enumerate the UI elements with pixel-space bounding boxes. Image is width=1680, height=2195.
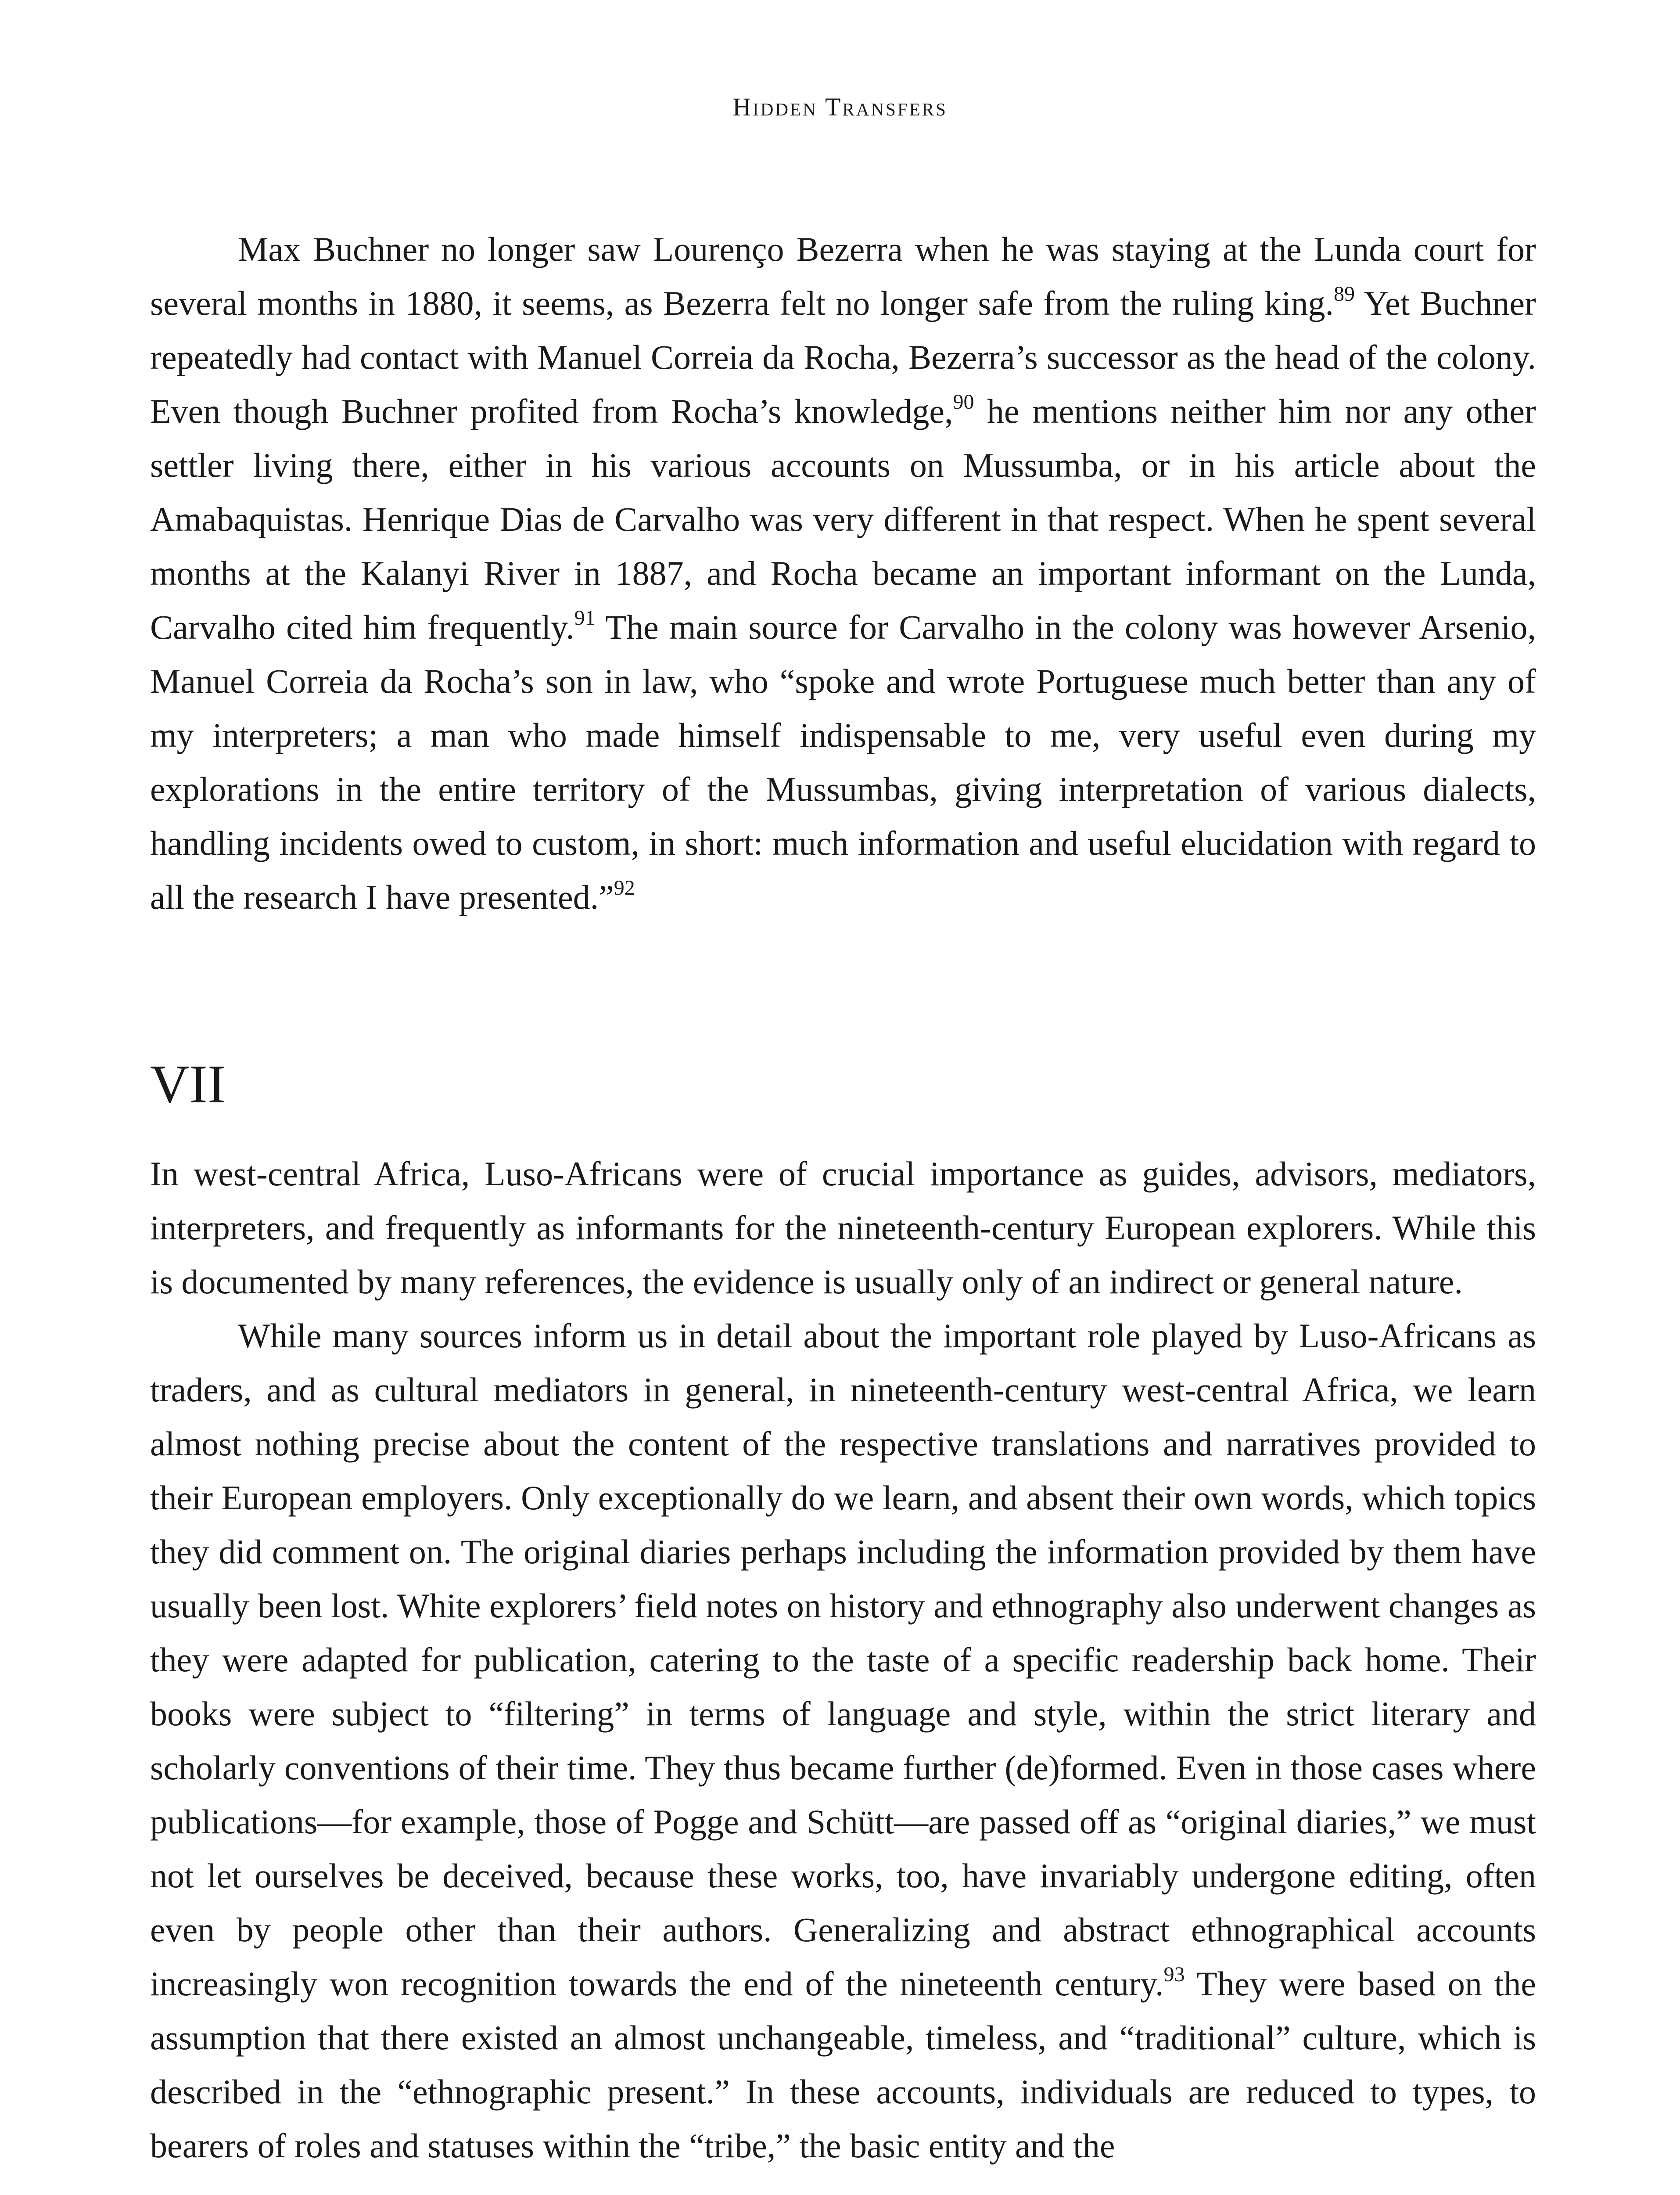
paragraph-text: Yet Buchner repeatedly had contact with Manuel Correia da Rocha, Bezerra’s successor as the head of the colony. Even though Buchner profited from Rocha’s knowledge,: [150, 284, 1536, 430]
body-text-top: [150, 222, 1536, 924]
paragraph-text: he mentions neither him nor any other settler living there, either in his various accounts on Mussumba, or in his article about the Amabaquistas. Henrique Dias de Carvalho was very different in that respect. When he spent several months at the Kalanyi River in 1887, and Rocha became an important informant on the Lunda, Carvalho cited him frequently.: [150, 392, 1536, 646]
paragraph-buchner: [150, 222, 1536, 924]
running-head: Hidden Transfers: [732, 93, 948, 121]
footnote-ref-90: 90: [953, 390, 974, 414]
paragraph-text: They were based on the assumption that there existed an almost unchangeable, timeless, and “traditional” culture, which is described in the “ethnographic present.” In these accounts, individuals are reduced to types, to bearers of roles and statuses within the “tribe,” the basic entity and the: [150, 1965, 1536, 2165]
paragraph-text: While many sources inform us in detail about the important role played by Luso-Africans as traders, and as cultural mediators in general, in nineteenth-century west-central Africa, we learn almost nothing precise about the content of the respective translations and narratives provided to their European employers. Only exceptionally do we learn, and absent their own words, which topics they did comment on. The original diaries perhaps including the information provided by them have usually been lost. White explorers’ field notes on history and ethnography also underwent changes as they were adapted for publication, catering to the taste of a specific readership back home. Their books were subject to “filtering” in terms of language and style, within the strict literary and scholarly conventions of their time. They thus became further (de)formed. Even in those cases where publications—for example, those of Pogge and Schütt—are passed off as “original diaries,” we must not let ourselves be deceived, because these works, too, have invariably undergone editing, often even by people other than their authors. Generalizing and abstract ethnographical accounts increasingly won recognition towards the end of the nineteenth century.: [150, 1317, 1536, 2003]
paragraph-text: Max Buchner no longer saw Lourenço Bezerra when he was staying at the Lunda court for several months in 1880, it seems, as Bezerra felt no longer safe from the ruling king.: [150, 230, 1536, 322]
paragraph-text: The main source for Carvalho in the colony was however Arsenio, Manuel Correia da Rocha’s son in law, who “spoke and wrote Portuguese much better than any of my interpreters; a man who made himself indispensable to me, very useful even during my explorations in the entire territory of the Mussumbas, giving interpretation of various dialects, handling incidents owed to custom, in short: much information and useful elucidation with regard to all the research I have presented.”: [150, 608, 1536, 916]
body-text-section: [150, 1147, 1536, 2173]
paragraph-sources: [150, 1309, 1536, 2173]
footnote-ref-92: 92: [614, 876, 635, 900]
paragraph-luso-africans: In west-central Africa, Luso-Africans were of crucial importance as guides, advisors, mediators, interpreters, and frequently as informants for the nineteenth-century European explorers. While this is documented by many references, the evidence is usually only of an indirect or general nature.: [150, 1155, 1536, 1301]
footnote-ref-93: 93: [1163, 1963, 1185, 1986]
section-heading: VII: [150, 1054, 226, 1114]
footnote-ref-89: 89: [1334, 282, 1355, 306]
footnote-ref-91: 91: [574, 606, 596, 630]
